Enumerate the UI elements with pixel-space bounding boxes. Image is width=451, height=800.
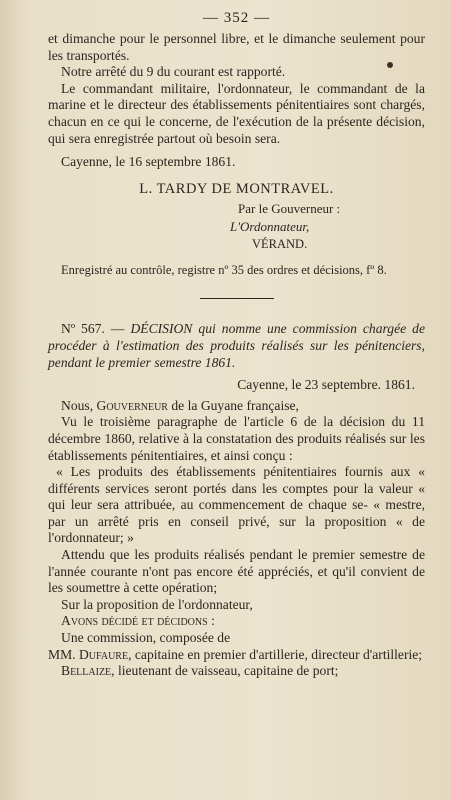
paragraph: et dimanche pour le personnel libre, et le dimanche seulement pour les transportés. [48,31,425,63]
paragraph: Avons décidé et décidons : [61,613,215,629]
paragraph: Le commandant militaire, l'ordonnateur, le commandant de la marine et le directeur des établissements pénitentiaires sont chargés, chacun en ce qui le concerne, de l'exécution de la présente décision, qui sera enregistrée partout où besoin sera. [48,80,425,146]
section-divider [200,298,274,299]
quote: « Les produits des établissements pénitentiaires fournis aux « différents services seront portés dans les comptes pour la valeur « qui leur sera attribuée, au commencement de chaque se- « mestre, par un arrêté pris en conseil privé, sur la proposition « de l'ordonnateur; » [48,464,425,546]
date-line: Cayenne, le 16 septembre 1861. [61,154,236,170]
paragraph: Une commission, composée de [61,630,231,646]
paragraph: Notre arrêté du 9 du courant est rapporté. [61,64,286,80]
decision-heading: Nº 567. — DÉCISION qui nomme une commission chargée de procéder à l'estimation des produits réalisés sur les pénitenciers, pendant le premier semestre 1861. [48,321,425,370]
signature-by: Par le Gouverneur : [238,200,341,216]
paragraph: Vu le troisième paragraphe de l'article 6 de la décision du 11 décembre 1860, relative à la constatation des produits réalisés sur les établissements pénitentiaires, et ainsi conçu : [48,414,425,463]
paragraph: Attendu que les produits réalisés pendant le premier semestre de l'année courante n'ont pas encore été appréciés, et qu'il convient de les soumettre à cette opération; [48,547,425,596]
registration-note: Enregistré au contrôle, registre nº 35 des ordres et décisions, fº 8. [61,262,387,277]
paragraph: Nous, Gouverneur de la Guyane française, [61,397,299,413]
signature-name: L. TARDY DE MONTRAVEL. [139,180,334,197]
member-entry: Bellaize, lieutenant de vaisseau, capitaine de port; [61,663,339,679]
decision-date: Cayenne, le 23 septembre. 1861. [237,377,415,393]
member-entry: MM. Dufaure, capitaine en premier d'artillerie, directeur d'artillerie; [48,646,423,662]
paragraph: Sur la proposition de l'ordonnateur, [61,596,253,612]
signature-role: L'Ordonnateur, [230,218,310,234]
signature-signer: VÉRAND. [252,236,308,251]
page-number: — 352 — [203,10,270,26]
ink-spot [387,62,393,68]
